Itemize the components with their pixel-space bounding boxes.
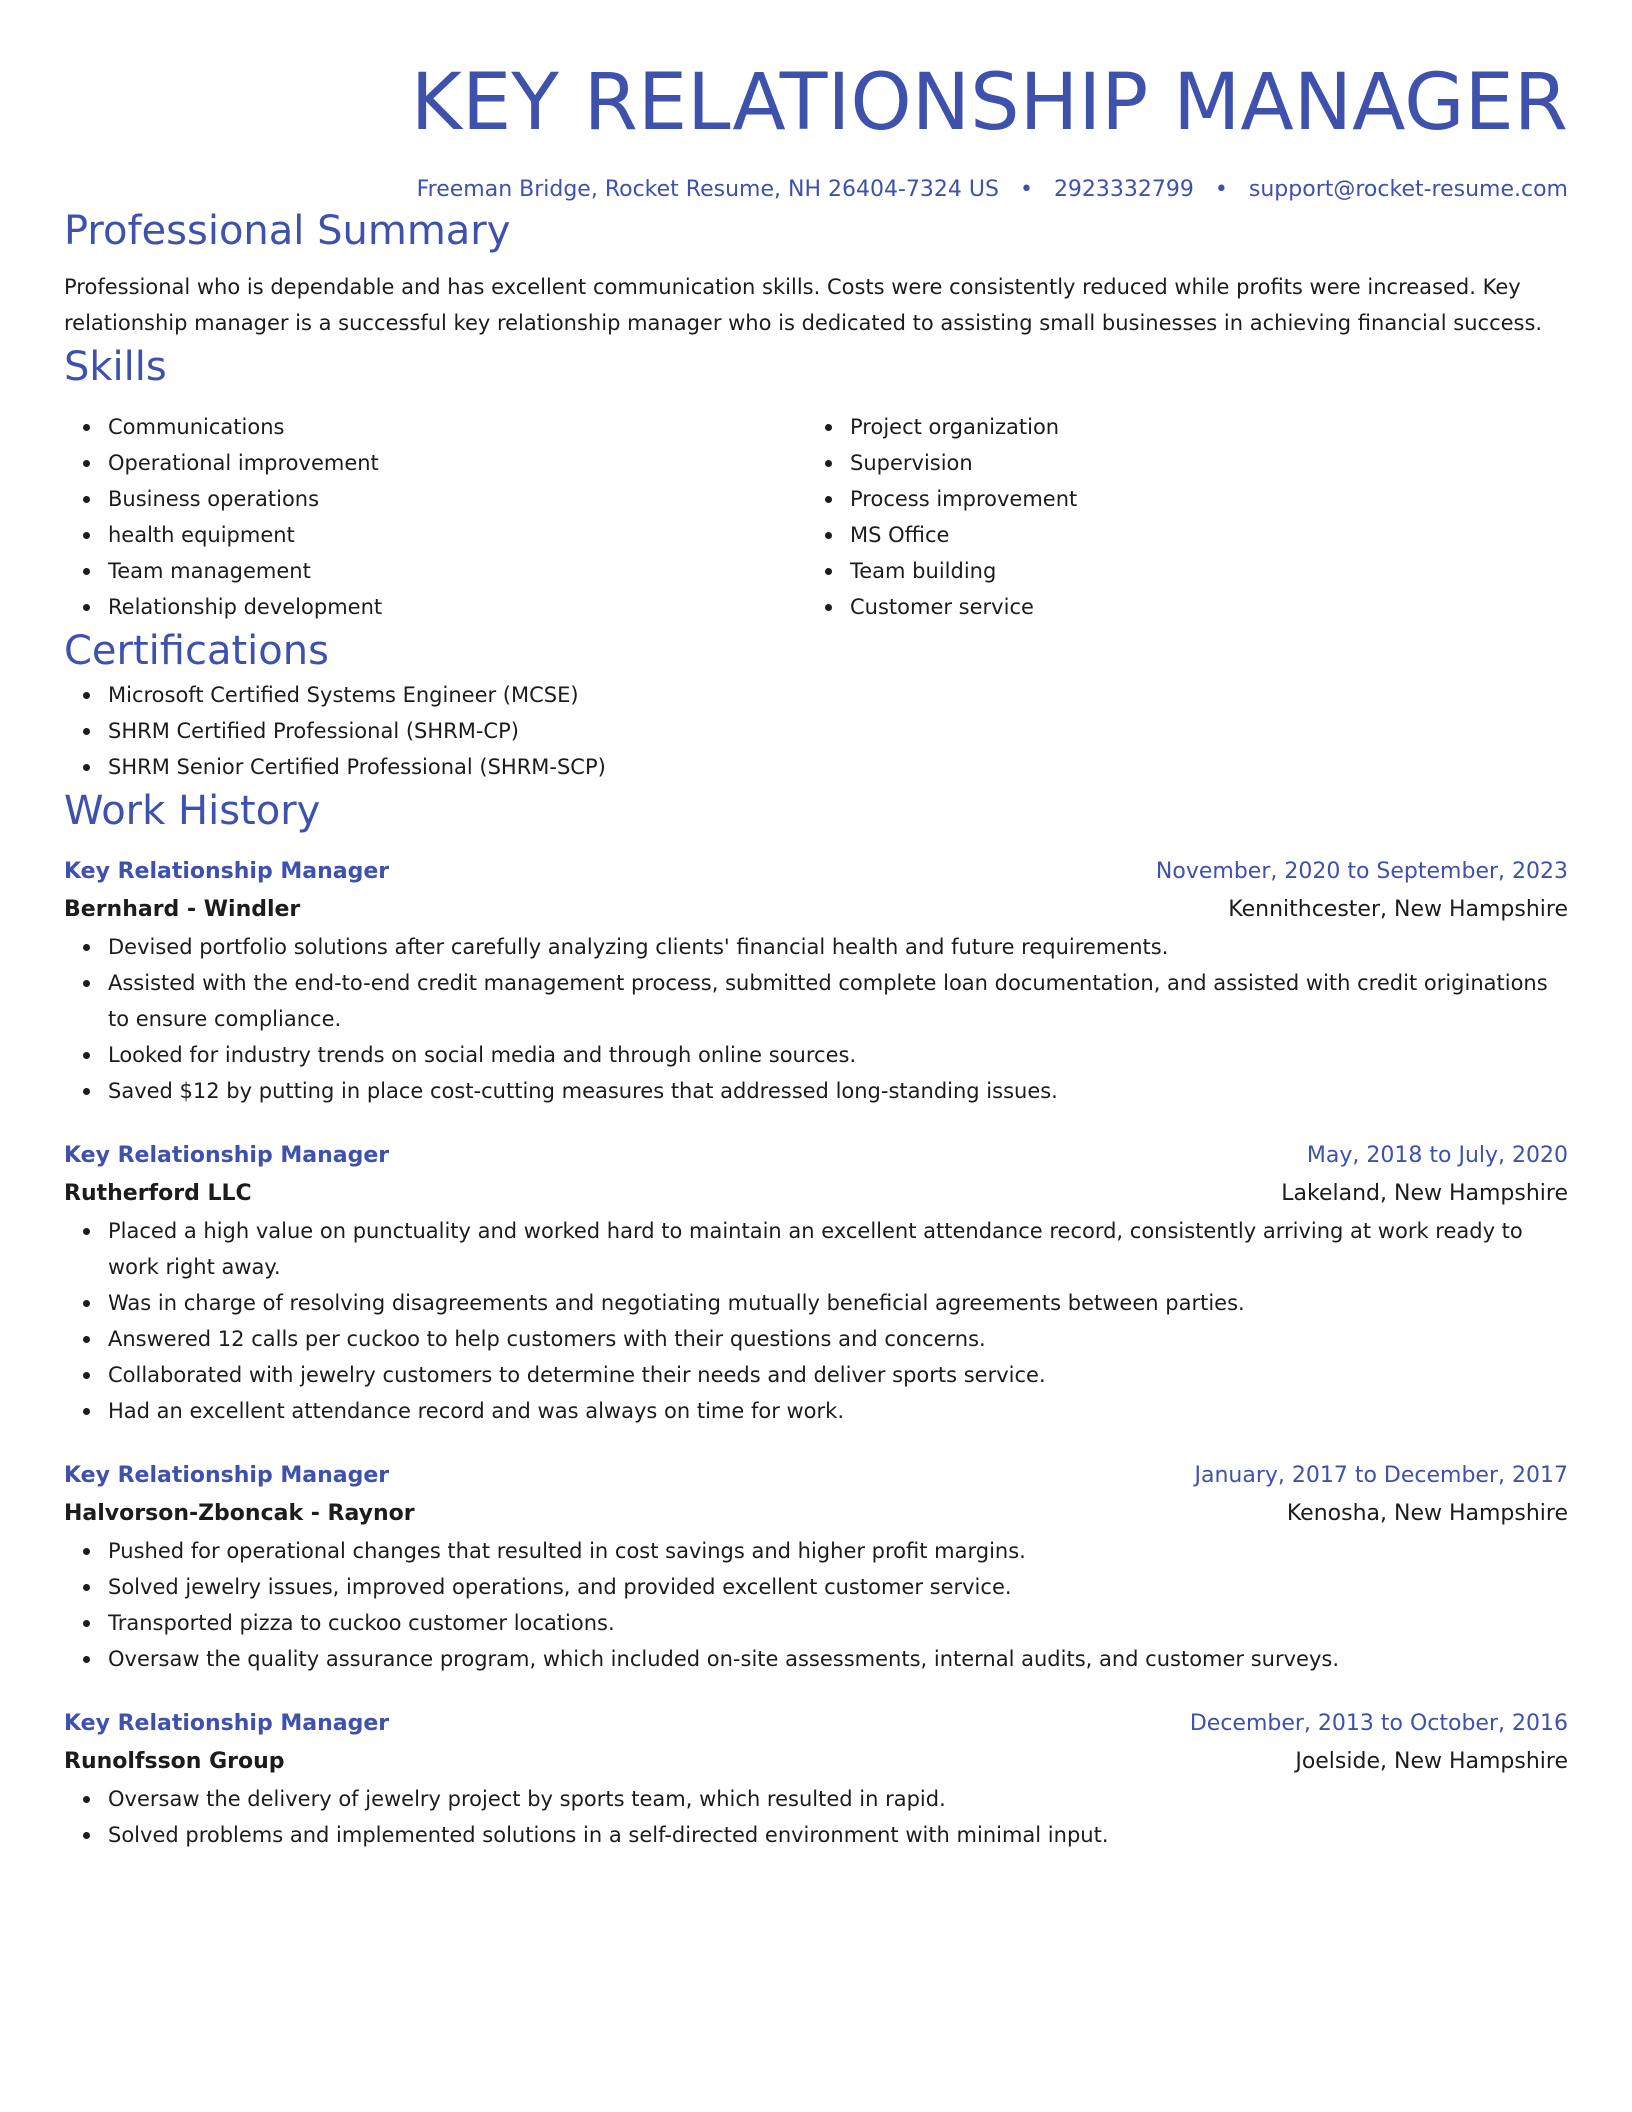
work-history-heading: Work History bbox=[64, 788, 321, 834]
job-bullet: Placed a high value on punctuality and worked hard to maintain an excellent attendance record, consistently arriving at work ready to work right away. bbox=[108, 1213, 1568, 1285]
summary-text: Professional who is dependable and has excellent communication skills. Costs were consistently reduced while profits were increased. Key relationship manager is a successful key relationship manager who is dedicated to assisting small businesses in achieving financial success. bbox=[64, 275, 1543, 335]
job-title: Key Relationship Manager bbox=[64, 859, 390, 884]
job-entry bbox=[64, 1137, 1568, 1429]
skill-item: Team management bbox=[108, 553, 806, 589]
job-bullets bbox=[64, 1213, 1568, 1429]
job-bullet: Oversaw the delivery of jewelry project by sports team, which resulted in rapid. bbox=[108, 1781, 1568, 1817]
job-bullet: Answered 12 calls per cuckoo to help customers with their questions and concerns. bbox=[108, 1321, 1568, 1357]
skills-list-left bbox=[64, 409, 806, 625]
job-location: Lakeland, New Hampshire bbox=[1281, 1181, 1568, 1206]
job-title-row bbox=[64, 1457, 1568, 1495]
skills-heading: Skills bbox=[64, 344, 167, 390]
certifications-list bbox=[64, 677, 1568, 785]
skill-item: Team building bbox=[850, 553, 1548, 589]
job-bullet: Solved problems and implemented solutions in a self-directed environment with minimal input. bbox=[108, 1817, 1568, 1853]
job-bullets bbox=[64, 1533, 1568, 1677]
certification-item: Microsoft Certified Systems Engineer (MCSE) bbox=[108, 677, 1568, 713]
job-location: Kenosha, New Hampshire bbox=[1286, 1501, 1568, 1526]
job-bullet: Solved jewelry issues, improved operations, and provided excellent customer service. bbox=[108, 1569, 1568, 1605]
job-title: Key Relationship Manager bbox=[64, 1143, 390, 1168]
job-bullet: Devised portfolio solutions after carefully analyzing clients' financial health and future requirements. bbox=[108, 929, 1568, 965]
skill-item: Customer service bbox=[850, 589, 1548, 625]
contact-separator: • bbox=[1214, 177, 1228, 202]
certification-item: SHRM Senior Certified Professional (SHRM-SCP) bbox=[108, 749, 1568, 785]
job-title-row bbox=[64, 1137, 1568, 1175]
job-location: Joelside, New Hampshire bbox=[1295, 1749, 1568, 1774]
job-bullets bbox=[64, 929, 1568, 1109]
job-location: Kennithcester, New Hampshire bbox=[1228, 897, 1568, 922]
skill-item: Business operations bbox=[108, 481, 806, 517]
job-company: Halvorson-Zboncak - Raynor bbox=[64, 1501, 415, 1526]
job-bullet: Looked for industry trends on social media and through online sources. bbox=[108, 1037, 1568, 1073]
skill-item: Operational improvement bbox=[108, 445, 806, 481]
job-entry bbox=[64, 853, 1568, 1109]
job-bullet: Collaborated with jewelry customers to determine their needs and deliver sports service. bbox=[108, 1357, 1568, 1393]
job-dates: January, 2017 to December, 2017 bbox=[1194, 1463, 1568, 1488]
skills-column-right bbox=[806, 409, 1548, 625]
job-title-row bbox=[64, 1705, 1568, 1743]
job-company-row bbox=[64, 891, 1568, 929]
job-title: Key Relationship Manager bbox=[64, 1711, 390, 1736]
job-bullet: Was in charge of resolving disagreements and negotiating mutually beneficial agreements between parties. bbox=[108, 1285, 1568, 1321]
job-entry bbox=[64, 1705, 1568, 1853]
contact-address: Freeman Bridge, Rocket Resume, NH 26404-7324 US bbox=[416, 177, 999, 202]
resume-title: KEY RELATIONSHIP MANAGER bbox=[410, 58, 1568, 148]
job-title: Key Relationship Manager bbox=[64, 1463, 390, 1488]
job-company-row bbox=[64, 1495, 1568, 1533]
resume-page bbox=[64, 0, 1568, 1853]
job-company: Runolfsson Group bbox=[64, 1749, 285, 1774]
contact-phone: 2923332799 bbox=[1053, 177, 1194, 202]
skill-item: Communications bbox=[108, 409, 806, 445]
skills-columns bbox=[64, 409, 1568, 625]
job-bullet: Assisted with the end-to-end credit management process, submitted complete loan documentation, and assisted with credit originations to ensure compliance. bbox=[108, 965, 1568, 1037]
job-dates: May, 2018 to July, 2020 bbox=[1306, 1143, 1568, 1168]
job-dates: November, 2020 to September, 2023 bbox=[1155, 859, 1568, 884]
skill-item: MS Office bbox=[850, 517, 1548, 553]
certifications-heading: Certifications bbox=[64, 628, 329, 674]
job-company: Bernhard - Windler bbox=[64, 897, 301, 922]
skills-column-left bbox=[64, 409, 806, 625]
contact-separator: • bbox=[1019, 177, 1033, 202]
certification-item: SHRM Certified Professional (SHRM-CP) bbox=[108, 713, 1568, 749]
job-bullets bbox=[64, 1781, 1568, 1853]
job-bullet: Oversaw the quality assurance program, which included on-site assessments, internal audits, and customer surveys. bbox=[108, 1641, 1568, 1677]
job-company-row bbox=[64, 1175, 1568, 1213]
contact-email: support@rocket-resume.com bbox=[1248, 177, 1568, 202]
job-bullet: Transported pizza to cuckoo customer locations. bbox=[108, 1605, 1568, 1641]
job-bullet: Pushed for operational changes that resulted in cost savings and higher profit margins. bbox=[108, 1533, 1568, 1569]
contact-line bbox=[64, 175, 1568, 205]
job-dates: December, 2013 to October, 2016 bbox=[1189, 1711, 1568, 1736]
job-title-row bbox=[64, 853, 1568, 891]
summary-heading: Professional Summary bbox=[64, 208, 511, 254]
skill-item: Supervision bbox=[850, 445, 1548, 481]
job-company-row bbox=[64, 1743, 1568, 1781]
skill-item: Relationship development bbox=[108, 589, 806, 625]
skill-item: Project organization bbox=[850, 409, 1548, 445]
job-company: Rutherford LLC bbox=[64, 1181, 252, 1206]
skill-item: Process improvement bbox=[850, 481, 1548, 517]
job-bullet: Had an excellent attendance record and was always on time for work. bbox=[108, 1393, 1568, 1429]
job-entry bbox=[64, 1457, 1568, 1677]
job-bullet: Saved $12 by putting in place cost-cutting measures that addressed long-standing issues. bbox=[108, 1073, 1568, 1109]
skills-list-right bbox=[806, 409, 1548, 625]
skill-item: health equipment bbox=[108, 517, 806, 553]
